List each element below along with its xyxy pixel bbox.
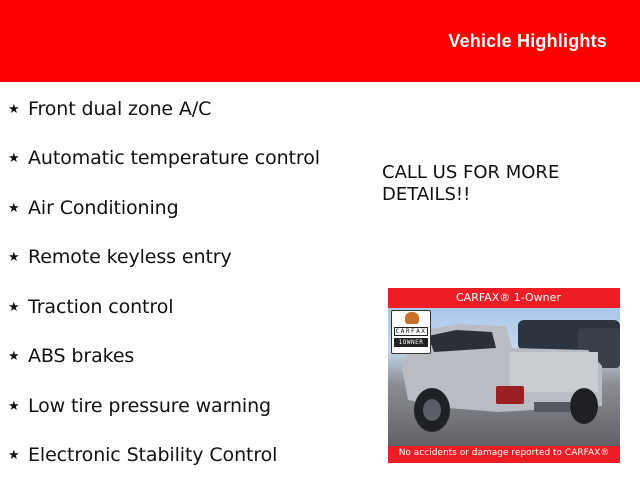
star-icon: ★ [8,101,20,117]
header-banner [0,0,640,82]
star-icon: ★ [8,249,20,265]
star-icon: ★ [8,200,20,216]
feature-label: Low tire pressure warning [28,395,271,417]
call-to-action [382,162,602,206]
carfax-bottom-bar [388,446,620,463]
fox-logo-icon [405,312,419,324]
badge-owner-text: 1OWNER [394,338,428,347]
list-item [8,393,271,419]
star-icon: ★ [8,398,20,414]
feature-label: Traction control [28,296,174,318]
badge-wordmark: CARFAX [395,328,427,335]
list-item [8,96,211,122]
list-item [8,442,277,468]
star-icon: ★ [8,447,20,463]
list-item [8,244,232,270]
carfax-report-note: No accidents or damage reported to CARFAX® [398,448,610,458]
list-item [8,145,320,171]
carfax-top-bar [388,288,620,308]
feature-label: Air Conditioning [28,197,179,219]
cta-line-1: CALL US FOR MORE [382,162,560,183]
feature-label: Electronic Stability Control [28,444,278,466]
carfax-owner-label: CARFAX® 1-Owner [456,291,561,304]
feature-label: Remote keyless entry [28,246,232,268]
list-item [8,294,173,320]
cta-line-2: DETAILS!! [382,184,471,205]
vehicle-photo [388,308,620,446]
star-icon: ★ [8,299,20,315]
carfax-card[interactable] [388,288,620,463]
feature-label: ABS brakes [28,345,135,367]
feature-label: Front dual zone A/C [28,98,212,120]
star-icon: ★ [8,348,20,364]
carfax-1-owner-badge [391,310,431,354]
list-item [8,195,179,221]
page-title: Vehicle Highlights [448,31,607,51]
star-icon: ★ [8,150,20,166]
list-item [8,343,134,369]
feature-label: Automatic temperature control [28,147,320,169]
